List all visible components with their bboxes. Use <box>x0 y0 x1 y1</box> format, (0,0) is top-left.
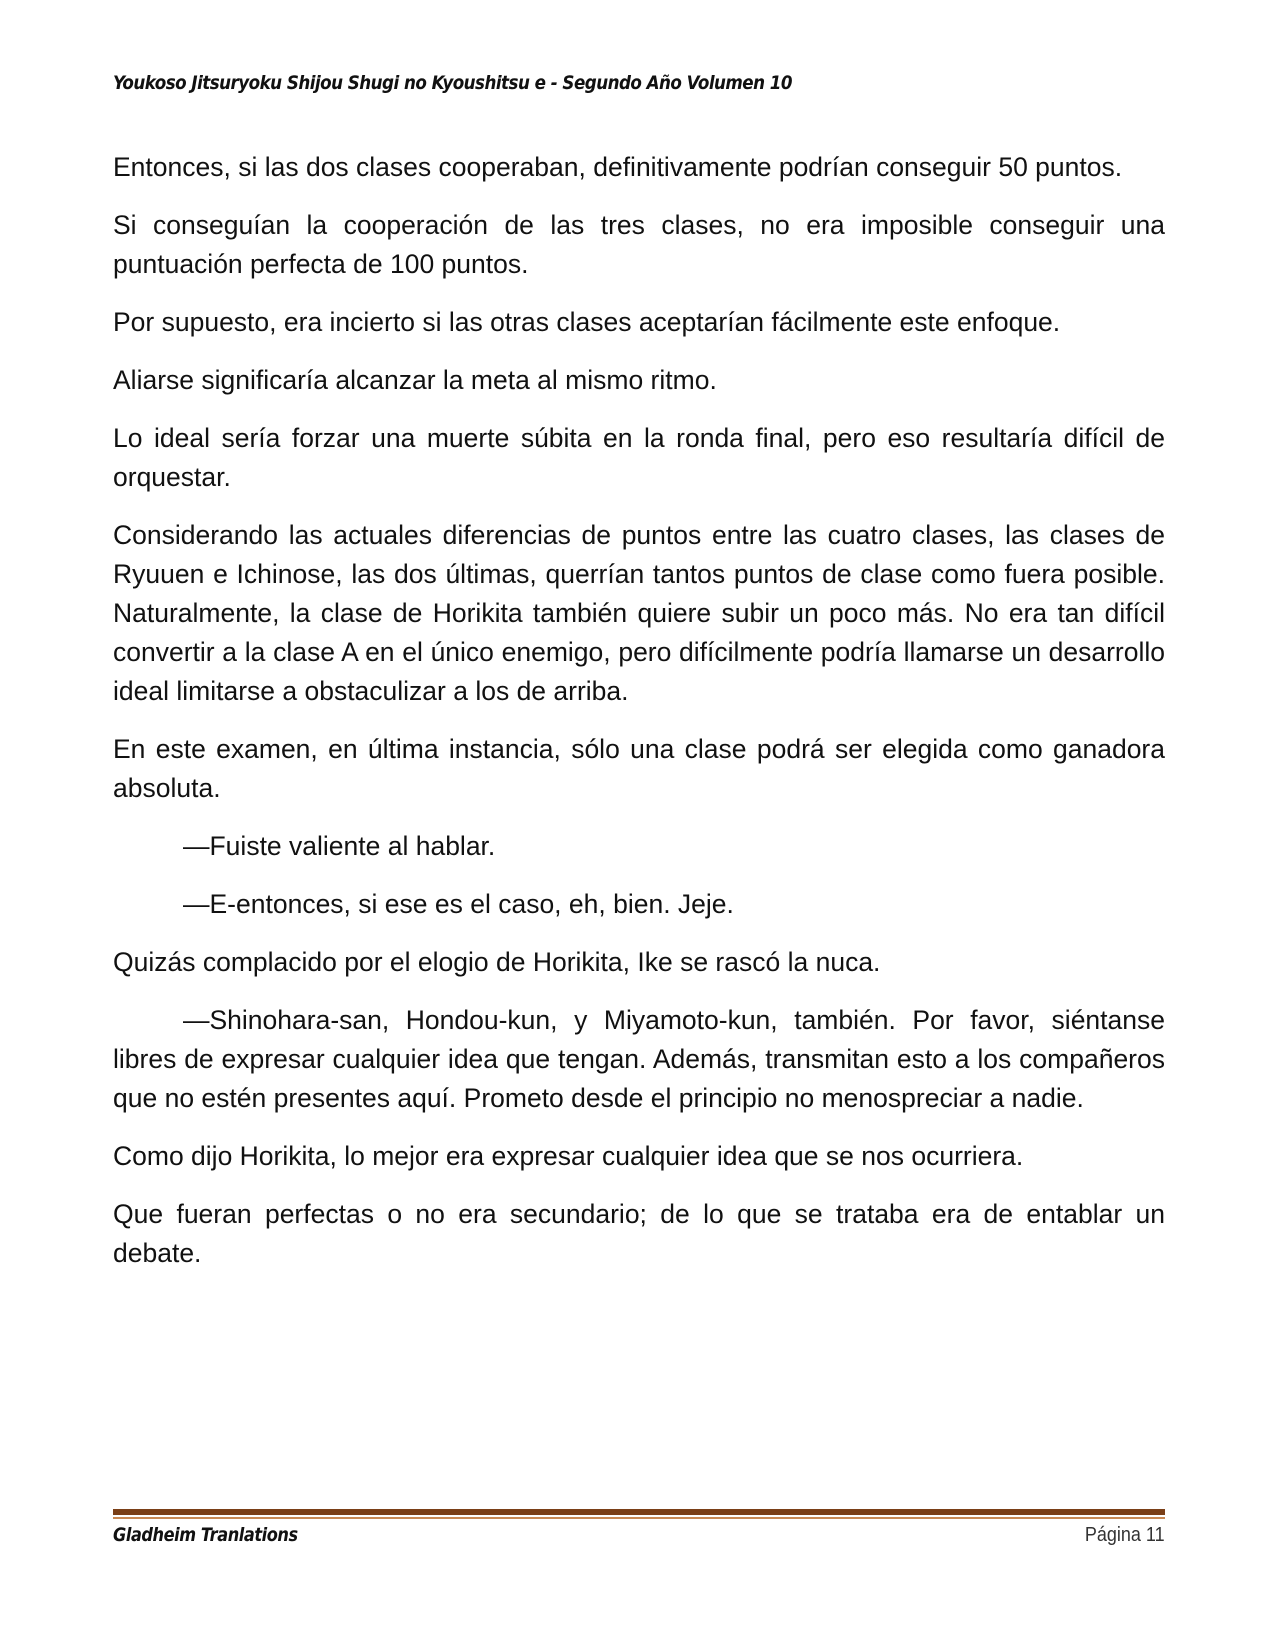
running-header: Youkoso Jitsuryoku Shijou Shugi no Kyoushitsu e - Segundo Año Volumen 10 <box>113 72 793 94</box>
page-number: Página 11 <box>1085 1524 1165 1546</box>
dialogue-paragraph: —E-entonces, si ese es el caso, eh, bien. Jeje. <box>183 889 734 919</box>
dialogue-paragraph: —Shinohara-san, Hondou-kun, y Miyamoto-kun, también. Por favor, siéntanse libres de expresar cualquier idea que tengan. Además, transmitan esto a los compañeros que no estén presentes aquí. Prometo desde el principio no menospreciar a nadie. <box>113 1005 1165 1113</box>
paragraph: Por supuesto, era incierto si las otras clases aceptarían fácilmente este enfoque. <box>113 307 1061 337</box>
paragraph: Que fueran perfectas o no era secundario; de lo que se trataba era de entablar un debate. <box>113 1199 1165 1268</box>
paragraph: Si conseguían la cooperación de las tres clases, no era imposible conseguir una puntuación perfecta de 100 puntos. <box>113 210 1165 279</box>
paragraph: Aliarse significaría alcanzar la meta al mismo ritmo. <box>113 365 717 395</box>
footer-rule-thick <box>113 1509 1165 1515</box>
paragraph: Como dijo Horikita, lo mejor era expresar cualquier idea que se nos ocurriera. <box>113 1141 1024 1171</box>
page-body <box>113 148 1165 1292</box>
paragraph: Entonces, si las dos clases cooperaban, definitivamente podrían conseguir 50 puntos. <box>113 152 1123 182</box>
footer-rule-thin <box>113 1517 1165 1519</box>
dialogue-paragraph: —Fuiste valiente al hablar. <box>183 831 496 861</box>
paragraph: En este examen, en última instancia, sólo una clase podrá ser elegida como ganadora absoluta. <box>113 734 1165 803</box>
paragraph: Lo ideal sería forzar una muerte súbita en la ronda final, pero eso resultaría difícil de orquestar. <box>113 423 1165 492</box>
paragraph: Quizás complacido por el elogio de Horikita, Ike se rascó la nuca. <box>113 947 881 977</box>
paragraph: Considerando las actuales diferencias de puntos entre las cuatro clases, las clases de Ryuuen e Ichinose, las dos últimas, querrían tantos puntos de clase como fuera posible. Naturalmente, la clase de Horikita también quiere subir un poco más. No era tan difícil convertir a la clase A en el único enemigo, pero difícilmente podría llamarse un desarrollo ideal limitarse a obstaculizar a los de arriba. <box>113 520 1165 706</box>
footer-credit: Gladheim Tranlations <box>113 1524 298 1546</box>
